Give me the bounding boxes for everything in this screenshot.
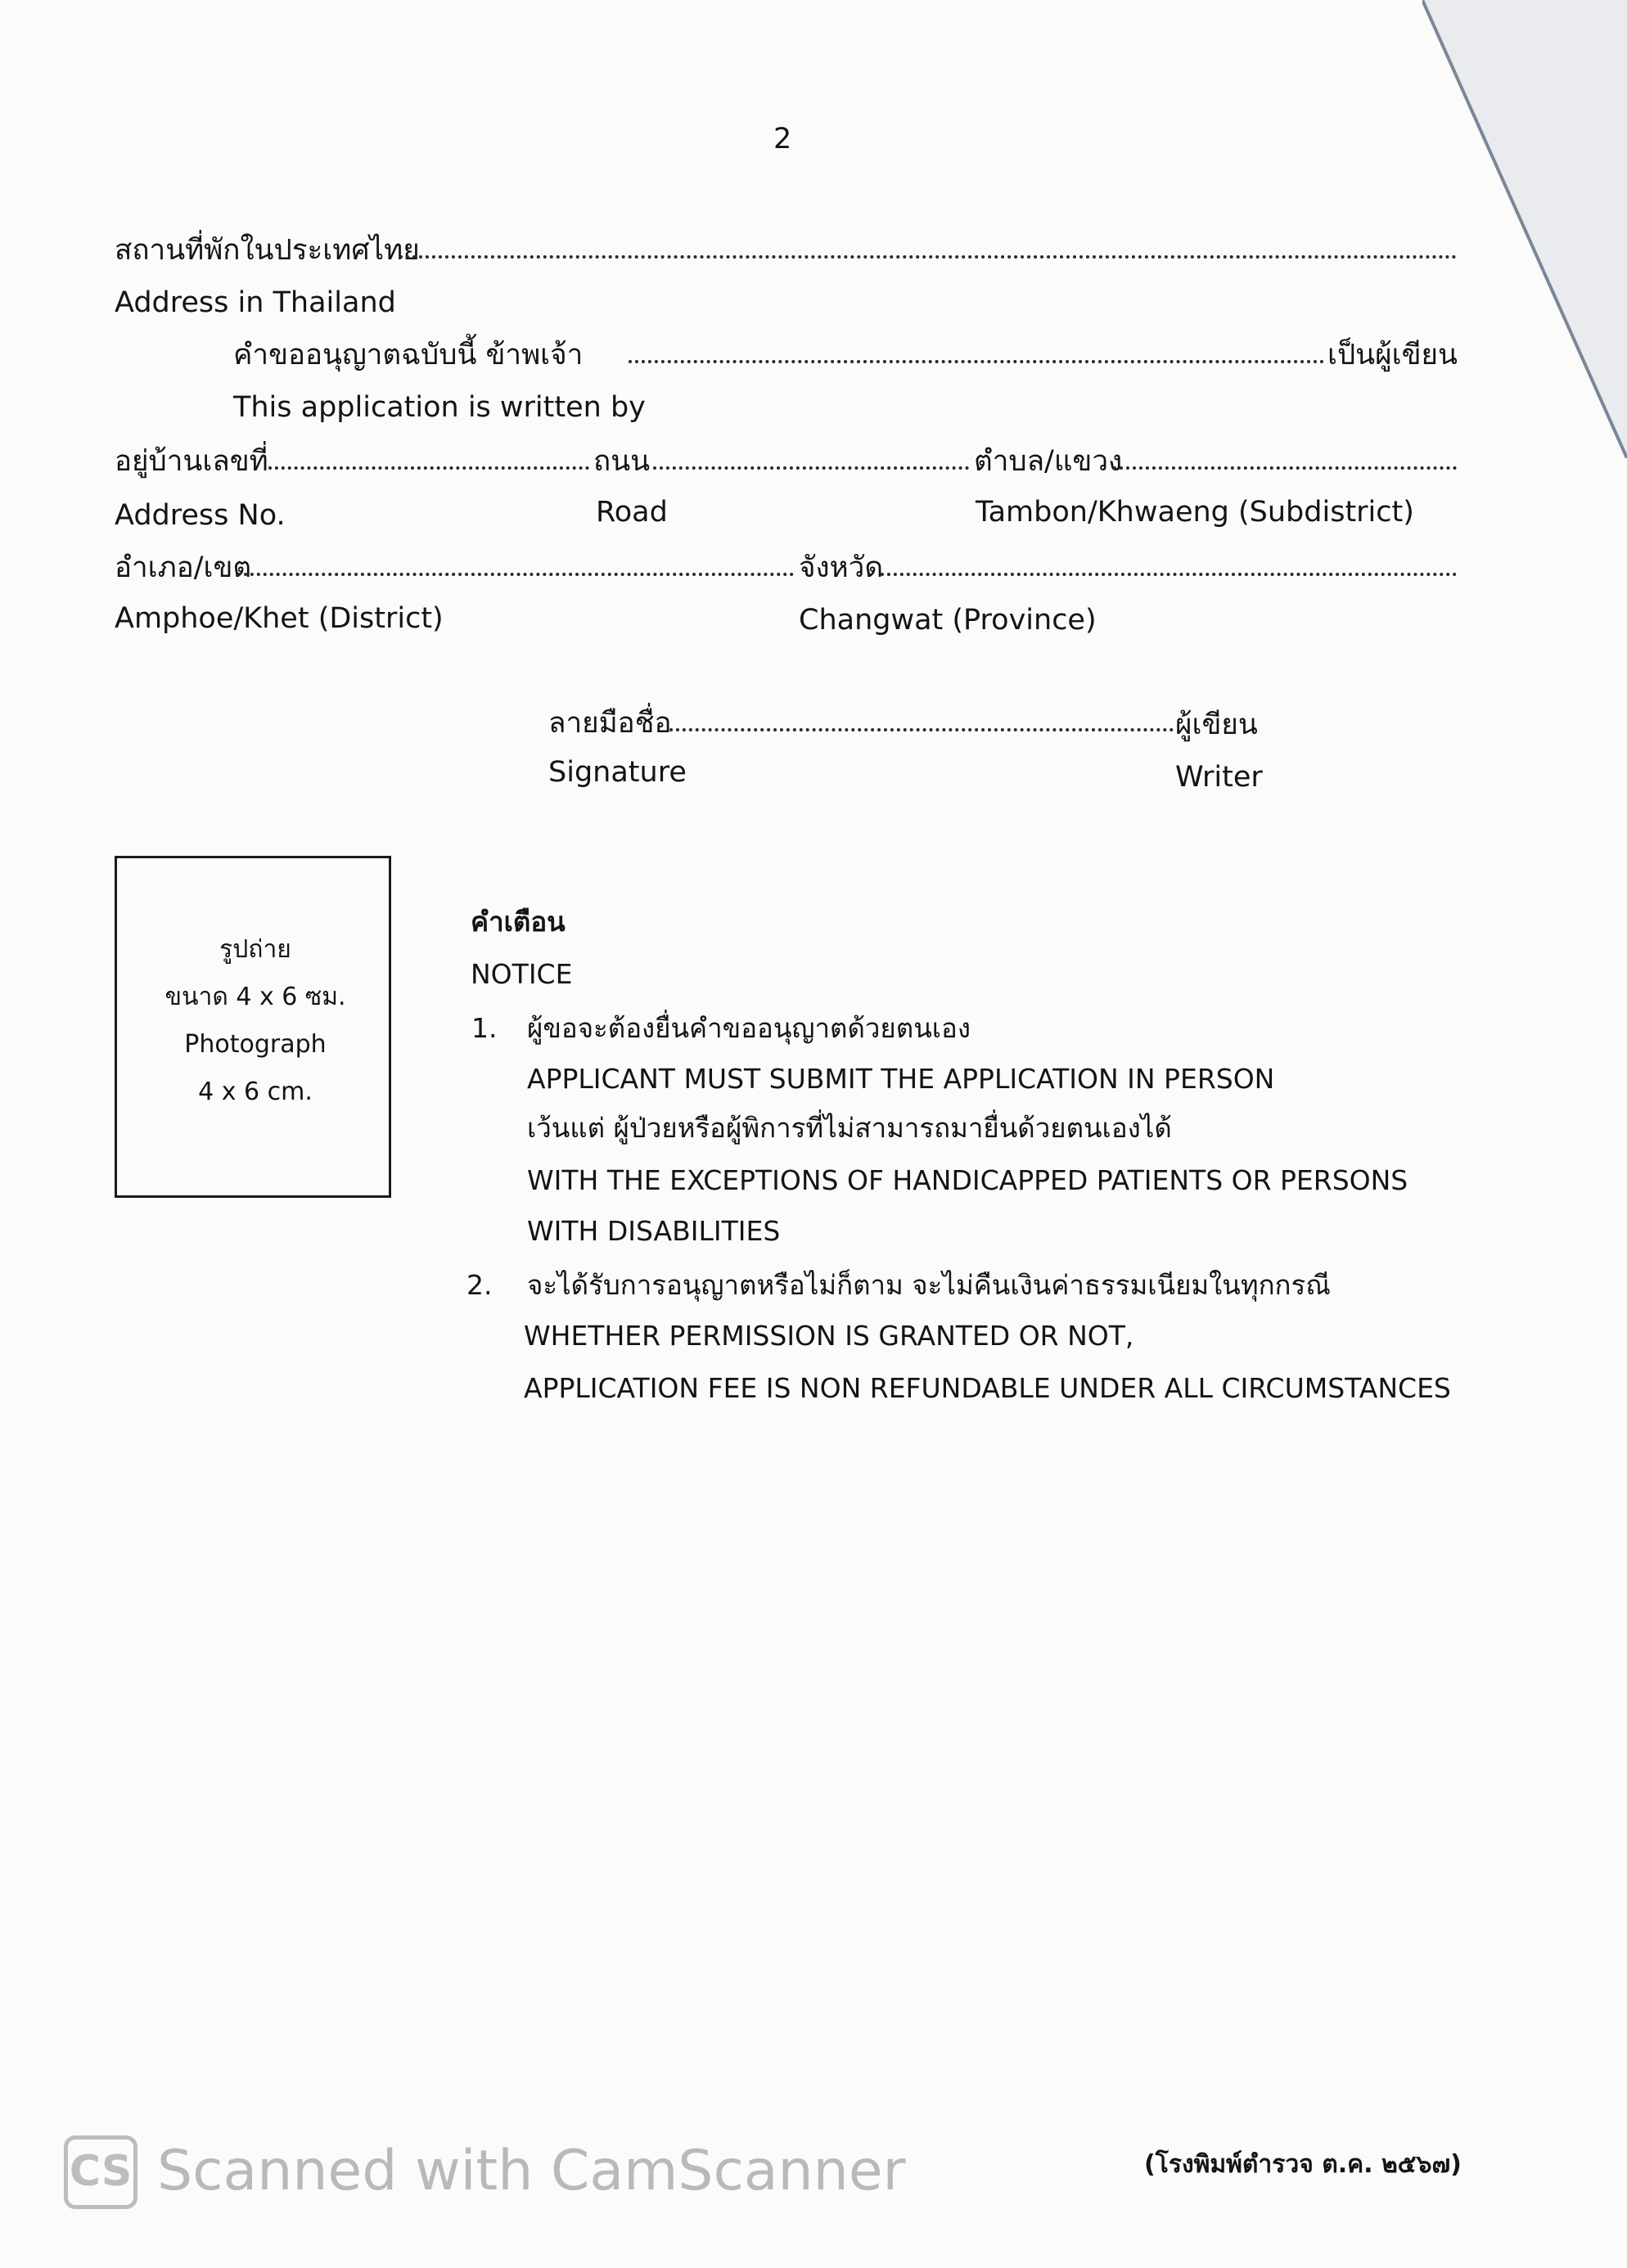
house-no-field[interactable]	[268, 466, 589, 470]
amphoe-label-th: อำเภอ/เขต	[115, 551, 252, 584]
notice-item-1-number: 1.	[471, 1012, 498, 1044]
notice-item-1-line-1: ผู้ขอจะต้องยื่นคำขออนุญาตด้วยตนเอง	[527, 1012, 971, 1044]
notice-item-2-line-3: APPLICATION FEE IS NON REFUNDABLE UNDER ALL CIRCUMSTANCES	[524, 1372, 1451, 1404]
signature-label-th: ลายมือชื่อ	[548, 707, 672, 740]
signature-writer-th: ผู้เขียน	[1175, 709, 1258, 741]
printer-note: (โรงพิมพ์ตำรวจ ต.ค. ๒๕๖๗)	[1144, 2150, 1462, 2179]
tambon-label-en: Tambon/Khwaeng (Subdistrict)	[976, 496, 1414, 529]
camscanner-text: Scanned with CamScanner	[157, 2139, 906, 2203]
address-field[interactable]	[399, 255, 1457, 259]
signature-writer-en: Writer	[1175, 761, 1263, 794]
signature-field[interactable]	[669, 728, 1174, 731]
photo-label-th: รูปถ่าย	[219, 935, 291, 964]
notice-item-1-line-2: APPLICANT MUST SUBMIT THE APPLICATION IN PERSON	[527, 1063, 1275, 1095]
photo-label-en: Photograph	[184, 1030, 327, 1059]
notice-item-1-line-4: WITH THE EXCEPTIONS OF HANDICAPPED PATIENTS OR PERSONS	[527, 1164, 1408, 1196]
road-label-en: Road	[596, 496, 668, 529]
amphoe-label-en: Amphoe/Khet (District)	[115, 602, 444, 635]
tambon-field[interactable]	[1113, 466, 1457, 470]
notice-title-th: คำเตือน	[471, 906, 566, 938]
camscanner-logo: CS	[64, 2135, 137, 2209]
signature-label-en: Signature	[548, 756, 687, 789]
page-number: 2	[773, 123, 792, 155]
changwat-label-en: Changwat (Province)	[799, 604, 1097, 637]
writer-label-en: This application is written by	[233, 391, 646, 424]
tambon-label-th: ตำบล/แขวง	[974, 445, 1123, 478]
writer-name-field[interactable]	[629, 360, 1324, 363]
house-no-label-en: Address No.	[115, 499, 286, 532]
amphoe-field[interactable]	[237, 573, 794, 576]
notice-item-2-line-2: WHETHER PERMISSION IS GRANTED OR NOT,	[524, 1320, 1134, 1352]
notice-item-2-number: 2.	[466, 1269, 493, 1301]
road-field[interactable]	[653, 466, 969, 470]
photo-size-th: ขนาด 4 x 6 ซม.	[165, 983, 346, 1011]
notice-item-2-line-1: จะได้รับการอนุญาตหรือไม่ก็ตาม จะไม่คืนเงินค่าธรรมเนียมในทุกกรณี	[527, 1269, 1331, 1301]
notice-item-1-line-5: WITH DISABILITIES	[527, 1215, 781, 1247]
page-corner-fold	[1422, 0, 1627, 458]
address-label-th: สถานที่พักในประเทศไทย	[115, 234, 420, 267]
notice-title-en: NOTICE	[471, 958, 573, 990]
notice-item-1-line-3: เว้นแต่ ผู้ป่วยหรือผู้พิการที่ไม่สามารถมายื่นด้วยตนเองได้	[527, 1112, 1172, 1144]
changwat-field[interactable]	[881, 573, 1457, 576]
writer-label-th: คำขออนุญาตฉบับนี้ ข้าพเจ้า	[233, 339, 584, 371]
road-label-th: ถนน	[593, 445, 651, 478]
address-label-en: Address in Thailand	[115, 286, 396, 319]
changwat-label-th: จังหวัด	[799, 551, 884, 584]
writer-suffix-th: เป็นผู้เขียน	[1327, 339, 1458, 371]
photo-size-en: 4 x 6 cm.	[198, 1078, 313, 1106]
house-no-label-th: อยู่บ้านเลขที่	[115, 445, 268, 478]
photo-box[interactable]	[115, 856, 391, 1198]
